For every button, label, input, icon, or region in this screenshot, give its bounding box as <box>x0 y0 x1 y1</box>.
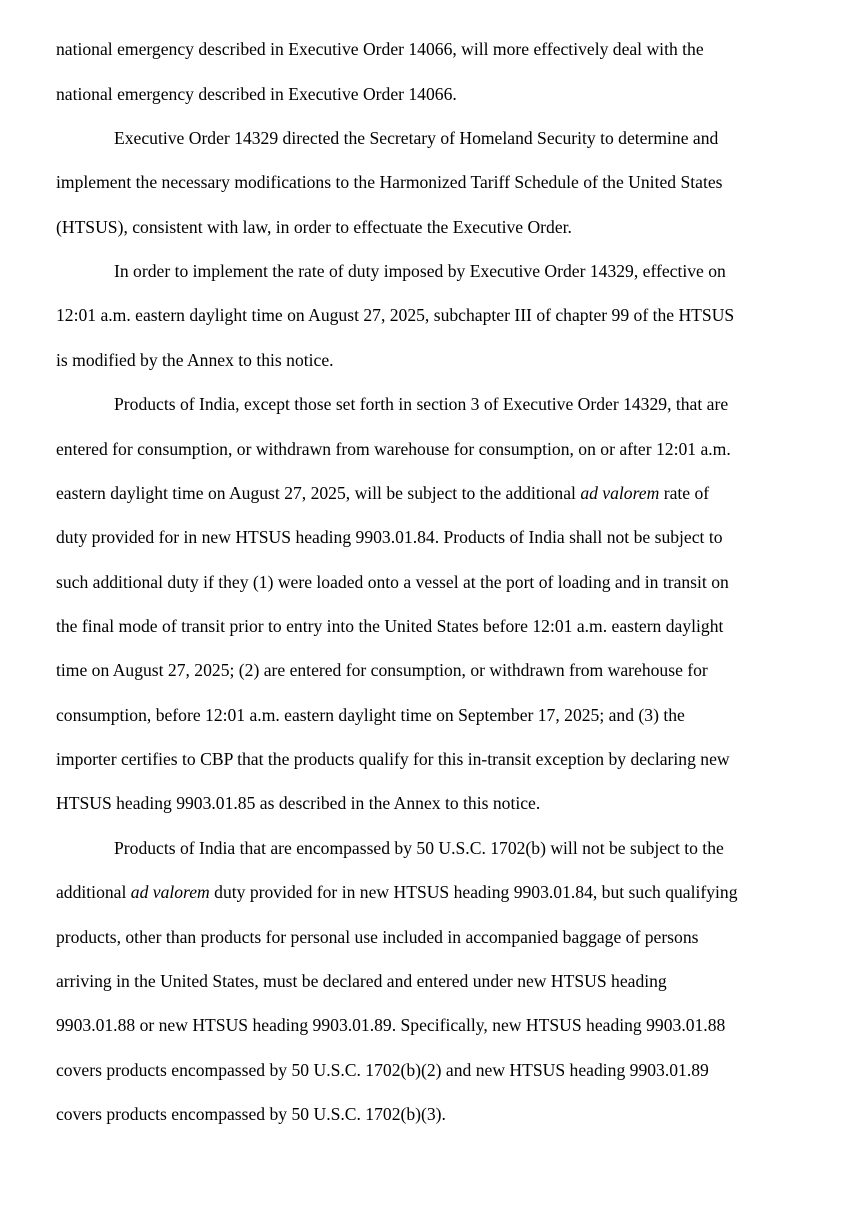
text-line <box>56 882 738 902</box>
text-line: covers products encompassed by 50 U.S.C. 1702(b)(2) and new HTSUS heading 9903.01.89 <box>56 1060 709 1080</box>
italic-term: ad valorem <box>130 882 210 902</box>
text-line: is modified by the Annex to this notice. <box>56 350 334 370</box>
text-line: Products of India that are encompassed by 50 U.S.C. 1702(b) will not be subject to the <box>114 838 724 858</box>
text-line: importer certifies to CBP that the products qualify for this in-transit exception by declaring new <box>56 749 730 769</box>
text-line: such additional duty if they (1) were loaded onto a vessel at the port of loading and in transit on <box>56 572 729 592</box>
text-line: 12:01 a.m. eastern daylight time on August 27, 2025, subchapter III of chapter 99 of the HTSUS <box>56 305 735 325</box>
text-line: national emergency described in Executive Order 14066. <box>56 84 457 104</box>
text-segment: duty provided for in new HTSUS heading 9903.01.84, but such qualifying <box>209 882 738 902</box>
text-line: implement the necessary modifications to the Harmonized Tariff Schedule of the United States <box>56 172 723 192</box>
text-line: consumption, before 12:01 a.m. eastern daylight time on September 17, 2025; and (3) the <box>56 705 685 725</box>
text-segment: rate of <box>659 483 710 503</box>
text-line: duty provided for in new HTSUS heading 9903.01.84. Products of India shall not be subject to <box>56 527 723 547</box>
text-line: entered for consumption, or withdrawn from warehouse for consumption, on or after 12:01 a.m. <box>56 439 731 459</box>
text-line: Executive Order 14329 directed the Secretary of Homeland Security to determine and <box>114 128 719 148</box>
text-line: covers products encompassed by 50 U.S.C. 1702(b)(3). <box>56 1104 446 1124</box>
text-line: time on August 27, 2025; (2) are entered for consumption, or withdrawn from warehouse for <box>56 660 708 680</box>
text-line: 9903.01.88 or new HTSUS heading 9903.01.89. Specifically, new HTSUS heading 9903.01.88 <box>56 1015 726 1035</box>
text-line <box>56 483 709 503</box>
text-line: In order to implement the rate of duty imposed by Executive Order 14329, effective on <box>114 261 726 281</box>
text-segment: eastern daylight time on August 27, 2025, will be subject to the additional <box>56 483 581 503</box>
text-line: HTSUS heading 9903.01.85 as described in the Annex to this notice. <box>56 793 541 813</box>
text-line: arriving in the United States, must be declared and entered under new HTSUS heading <box>56 971 667 991</box>
text-segment: additional <box>56 882 131 902</box>
text-line: products, other than products for personal use included in accompanied baggage of persons <box>56 927 699 947</box>
italic-term: ad valorem <box>580 483 660 503</box>
text-line: the final mode of transit prior to entry into the United States before 12:01 a.m. eastern daylight <box>56 616 724 636</box>
text-line: (HTSUS), consistent with law, in order to effectuate the Executive Order. <box>56 217 572 237</box>
text-line: national emergency described in Executive Order 14066, will more effectively deal with the <box>56 39 704 59</box>
text-line: Products of India, except those set forth in section 3 of Executive Order 14329, that are <box>114 394 729 414</box>
